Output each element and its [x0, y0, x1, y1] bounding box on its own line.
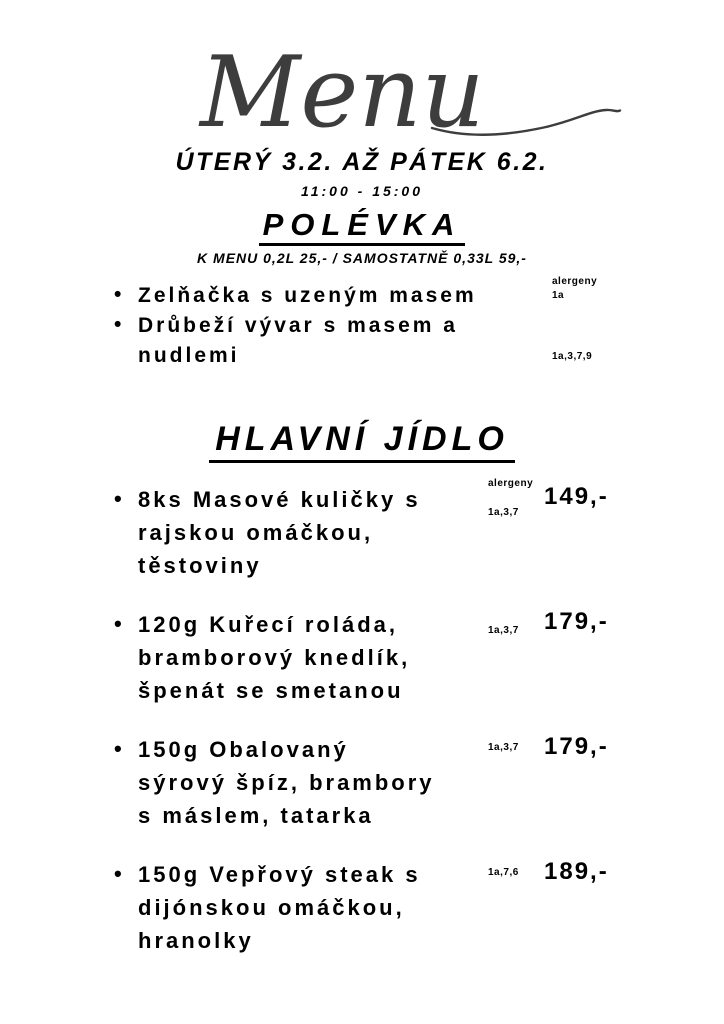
item-line: sýrový špíz, brambory [138, 770, 435, 795]
main-item [112, 858, 632, 957]
item-price: 149,- [544, 483, 609, 510]
soup-item [112, 311, 632, 371]
item-line: dijónskou omáčkou, [138, 895, 405, 920]
menu-script-graphic [0, 40, 724, 144]
soup-title: POLÉVKA [259, 208, 466, 246]
main-item-text [112, 608, 488, 707]
allergen-value: 1a,3,7 [488, 507, 519, 518]
allergen-header: alergeny [488, 478, 534, 489]
bullet-icon: • [114, 736, 125, 761]
main-item-text [112, 858, 488, 957]
soup-item [112, 276, 632, 311]
menu-script-title: Menu [200, 40, 485, 144]
allergen-value: 1a,7,6 [488, 867, 519, 878]
item-line: hranolky [138, 928, 254, 953]
item-line: 150g Obalovaný [138, 737, 349, 762]
soup-subtitle: K MENU 0,2L 25,- / SAMOSTATNĚ 0,33L 59,- [197, 250, 527, 266]
item-line: 120g Kuřecí roláda, [138, 612, 398, 637]
main-section-header [0, 421, 724, 463]
item-line: 150g Vepřový steak s [138, 862, 421, 887]
allergen-column [488, 608, 544, 637]
item-line: bramborový knedlík, [138, 645, 411, 670]
item-line: 8ks Masové kuličky s [138, 487, 421, 512]
item-line: Drůbeží vývar s masem a [138, 314, 458, 337]
item-line: těstoviny [138, 553, 262, 578]
soup-items-list [0, 276, 724, 371]
main-title: HLAVNÍ JÍDLO [209, 421, 515, 463]
main-item-text [112, 483, 488, 582]
item-price: 189,- [544, 858, 609, 885]
allergen-column [552, 275, 632, 302]
main-item [112, 608, 632, 707]
soup-section-header [0, 208, 724, 246]
bullet-icon: • [114, 861, 125, 886]
allergen-column [488, 858, 544, 879]
script-header [0, 40, 724, 144]
allergen-header: alergeny [552, 276, 598, 287]
item-line: rajskou omáčkou, [138, 520, 374, 545]
date-range-heading: ÚTERÝ 3.2. AŽ PÁTEK 6.2. [175, 148, 549, 176]
allergen-column [488, 733, 544, 754]
soup-item-text [112, 281, 552, 311]
item-price: 179,- [544, 733, 609, 760]
hours-text: 11:00 - 15:00 [300, 183, 423, 199]
main-item [112, 478, 632, 582]
bullet-icon: • [114, 313, 125, 336]
bullet-icon: • [114, 611, 125, 636]
allergen-value: 1a,3,7,9 [552, 351, 593, 362]
allergen-value: 1a,3,7 [488, 742, 519, 753]
main-item [112, 733, 632, 832]
allergen-column [552, 311, 632, 371]
main-items-list [0, 478, 724, 957]
soup-item-text [112, 311, 552, 371]
item-line: nudlemi [138, 344, 240, 367]
allergen-value: 1a,3,7 [488, 625, 519, 636]
item-line: Zelňačka s uzeným masem [138, 284, 477, 307]
allergen-value: 1a [552, 290, 565, 301]
allergen-column [488, 477, 544, 519]
bullet-icon: • [114, 486, 125, 511]
item-price: 179,- [544, 608, 609, 635]
item-line: s máslem, tatarka [138, 803, 374, 828]
bullet-icon: • [114, 283, 125, 306]
item-line: špenát se smetanou [138, 678, 404, 703]
main-item-text [112, 733, 488, 832]
